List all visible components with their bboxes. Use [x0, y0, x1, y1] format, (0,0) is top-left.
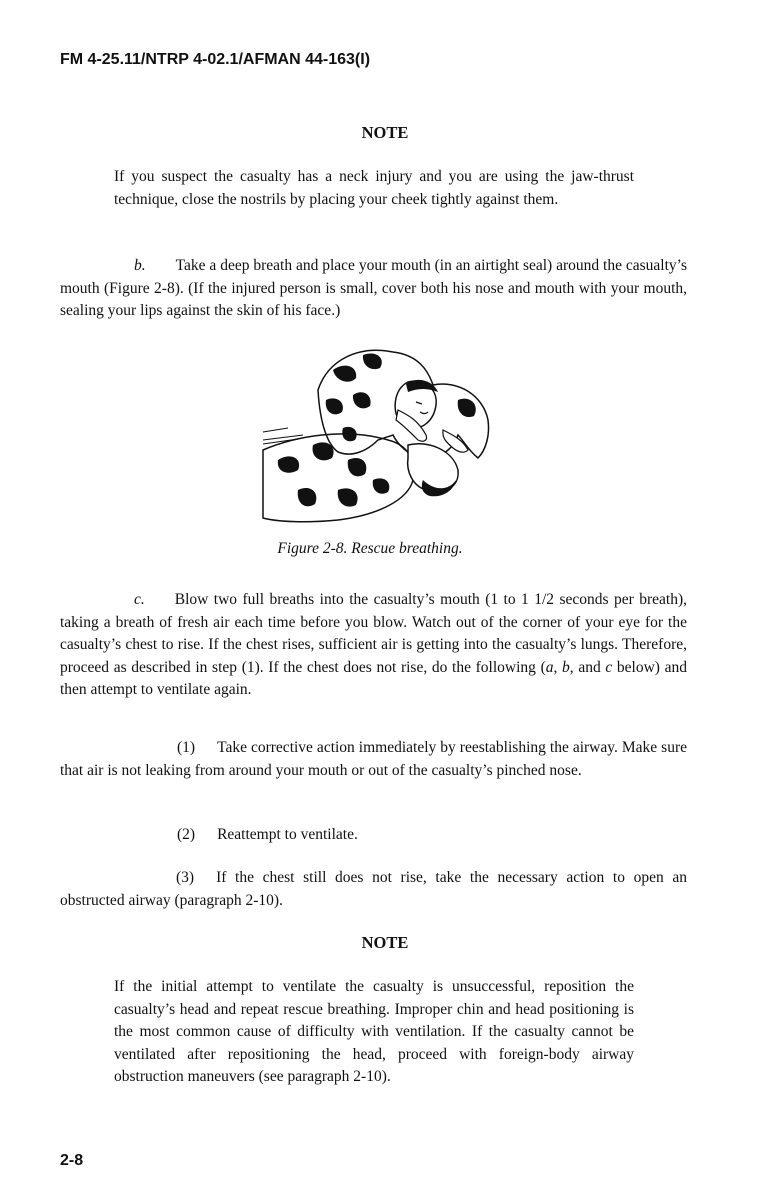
note-title: NOTE: [361, 123, 409, 142]
paragraph-text: Take a deep breath and place your mouth (in an airtight seal) around the casualty’s mouth (Figure 2-8). (If the injured person is small, cover both his nose and mouth with your mouth, sealing your lips against the skin of his face.): [60, 257, 687, 319]
step-1: [60, 737, 687, 782]
step-label: (3): [176, 869, 195, 886]
paragraph-label: b.: [134, 257, 146, 274]
note-body: If the initial attempt to ventilate the casualty is unsuccessful, reposition the casualty’s head and repeat rescue breathing. Improper chin and head positioning is the most common cause of difficulty with ventilation. If the casualty cannot be ventilated after repositioning the head, proceed with foreign-body airway obstruction maneuvers (see paragraph 2-10).: [114, 978, 634, 1085]
sub-item-b: b: [562, 658, 570, 676]
page-number: 2-8: [60, 1152, 84, 1169]
paragraph-c: [60, 589, 687, 702]
step-text: If the chest still does not rise, take the necessary action to open an obstructed airway (paragraph 2-10).: [60, 869, 687, 909]
step-2: [60, 824, 687, 847]
step-label: (1): [177, 739, 196, 756]
step-text: Take corrective action immediately by reestablishing the airway. Make sure that air is not leaking from around your mouth or out of the casualty’s pinched nose.: [60, 739, 687, 779]
paragraph-text: Blow two full breaths into the casualty’s mouth (1 to 1 1/2 seconds per breath), taking a breath of fresh air each time before you blow. Watch out of the corner of your eye for the casualty’s chest to rise. If the chest rises, sufficient air is getting into the casualty’s lungs. Therefore, proceed as described in step (1). If the chest does not rise, do the following (: [60, 591, 687, 676]
paragraph-tail: below) and then attempt to ventilate again.: [60, 658, 688, 698]
note-body: If you suspect the casualty has a neck injury and you are using the jaw-thrust technique, close the nostrils by placing your cheek tightly against them.: [114, 168, 634, 208]
rescue-breathing-illustration: [258, 340, 528, 528]
paragraph-label: c.: [134, 591, 145, 608]
note-title: NOTE: [361, 933, 409, 952]
figure-caption: Figure 2-8. Rescue breathing.: [277, 540, 463, 557]
separator: ,: [553, 658, 563, 676]
sub-item-a: a: [545, 658, 554, 676]
step-3: [60, 867, 687, 912]
document-header: FM 4-25.11/NTRP 4-02.1/AFMAN 44-163(I): [60, 51, 371, 68]
separator: , and: [569, 658, 606, 676]
paragraph-b: [60, 255, 687, 323]
sub-item-c: c: [605, 658, 613, 676]
rescue-breathing-drawing: [258, 340, 528, 528]
step-text: Reattempt to ventilate.: [217, 826, 358, 843]
step-label: (2): [177, 826, 196, 843]
